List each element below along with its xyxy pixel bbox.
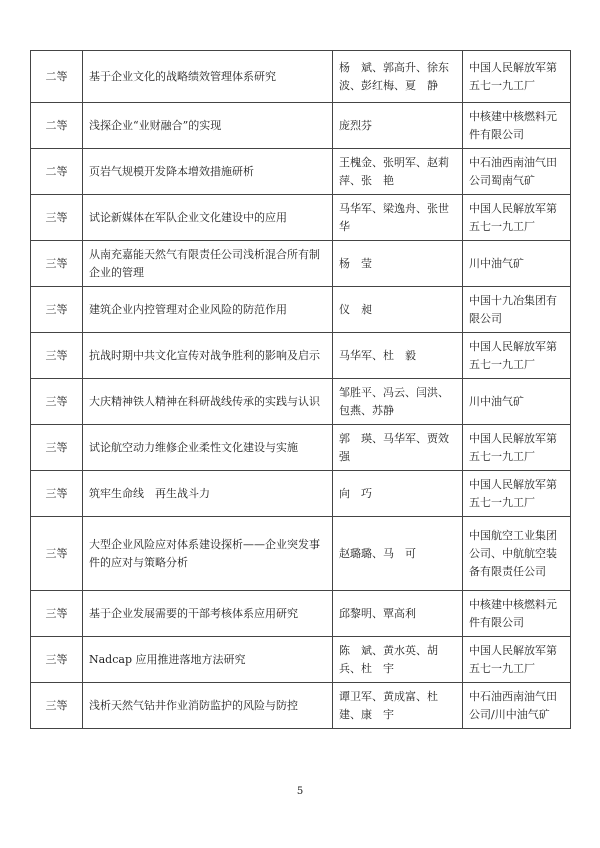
award-rank-cell: 三等 [31, 241, 83, 287]
unit-cell: 川中油气矿 [463, 379, 571, 425]
table-row [31, 591, 571, 637]
award-rank-cell: 三等 [31, 591, 83, 637]
table-row [31, 379, 571, 425]
unit-cell: 中国人民解放军第五七一九工厂 [463, 195, 571, 241]
authors-cell: 杨 斌、郭高升、徐东波、彭红梅、夏 静 [333, 51, 463, 103]
paper-title-cell: 建筑企业内控管理对企业风险的防范作用 [83, 287, 333, 333]
paper-title-cell: 基于企业发展需要的干部考核体系应用研究 [83, 591, 333, 637]
authors-cell: 谭卫军、黄成富、杜 建、康 宇 [333, 683, 463, 729]
authors-cell: 马华军、杜 毅 [333, 333, 463, 379]
award-rank-cell: 三等 [31, 379, 83, 425]
awards-table-body [31, 51, 571, 729]
unit-cell: 中石油西南油气田公司蜀南气矿 [463, 149, 571, 195]
table-row [31, 241, 571, 287]
authors-cell: 陈 斌、黄水英、胡 兵、杜 宇 [333, 637, 463, 683]
award-rank-cell: 三等 [31, 195, 83, 241]
unit-cell: 中国航空工业集团公司、中航航空装备有限责任公司 [463, 517, 571, 591]
authors-cell: 向 巧 [333, 471, 463, 517]
page-number: 5 [296, 786, 304, 797]
table-row [31, 149, 571, 195]
award-rank-cell: 二等 [31, 149, 83, 195]
authors-cell: 王槐金、张明军、赵莉萍、张 艳 [333, 149, 463, 195]
table-row [31, 195, 571, 241]
paper-title-cell: 试论新媒体在军队企业文化建设中的应用 [83, 195, 333, 241]
table-row [31, 51, 571, 103]
paper-title-cell: 基于企业文化的战略绩效管理体系研究 [83, 51, 333, 103]
awards-table [30, 50, 571, 729]
authors-cell: 赵璐璐、马 可 [333, 517, 463, 591]
unit-cell: 中国人民解放军第五七一九工厂 [463, 425, 571, 471]
unit-cell: 中国人民解放军第五七一九工厂 [463, 471, 571, 517]
table-row [31, 517, 571, 591]
table-row [31, 683, 571, 729]
table-row [31, 103, 571, 149]
paper-title-cell: 浅析天然气钻井作业消防监护的风险与防控 [83, 683, 333, 729]
award-rank-cell: 三等 [31, 425, 83, 471]
paper-title-cell: 大庆精神铁人精神在科研战线传承的实践与认识 [83, 379, 333, 425]
award-rank-cell: 三等 [31, 517, 83, 591]
authors-cell: 杨 莹 [333, 241, 463, 287]
award-rank-cell: 二等 [31, 103, 83, 149]
unit-cell: 中国人民解放军第五七一九工厂 [463, 637, 571, 683]
paper-title-cell: 页岩气规模开发降本增效措施研析 [83, 149, 333, 195]
authors-cell: 仪 昶 [333, 287, 463, 333]
paper-title-cell: Nadcap 应用推进落地方法研究 [83, 637, 333, 683]
award-rank-cell: 二等 [31, 51, 83, 103]
unit-cell: 中国十九冶集团有限公司 [463, 287, 571, 333]
authors-cell: 庞烈芬 [333, 103, 463, 149]
unit-cell: 中国人民解放军第五七一九工厂 [463, 51, 571, 103]
authors-cell: 郭 瑛、马华军、贾效强 [333, 425, 463, 471]
unit-cell: 中核建中核燃料元件有限公司 [463, 591, 571, 637]
paper-title-cell: 从南充嘉能天然气有限责任公司浅析混合所有制企业的管理 [83, 241, 333, 287]
award-rank-cell: 三等 [31, 471, 83, 517]
authors-cell: 马华军、梁逸舟、张世华 [333, 195, 463, 241]
unit-cell: 中石油西南油气田公司/川中油气矿 [463, 683, 571, 729]
award-rank-cell: 三等 [31, 287, 83, 333]
unit-cell: 中国人民解放军第五七一九工厂 [463, 333, 571, 379]
table-row [31, 333, 571, 379]
paper-title-cell: 筑牢生命线 再生战斗力 [83, 471, 333, 517]
award-rank-cell: 三等 [31, 683, 83, 729]
table-row [31, 287, 571, 333]
unit-cell: 川中油气矿 [463, 241, 571, 287]
authors-cell: 邹胜平、冯云、闫洪、包燕、苏静 [333, 379, 463, 425]
authors-cell: 邱黎明、覃高利 [333, 591, 463, 637]
award-rank-cell: 三等 [31, 637, 83, 683]
table-row [31, 471, 571, 517]
table-row [31, 637, 571, 683]
paper-title-cell: 抗战时期中共文化宣传对战争胜利的影响及启示 [83, 333, 333, 379]
paper-title-cell: 大型企业风险应对体系建设探析——企业突发事件的应对与策略分析 [83, 517, 333, 591]
paper-title-cell: 试论航空动力维修企业柔性文化建设与实施 [83, 425, 333, 471]
unit-cell: 中核建中核燃料元件有限公司 [463, 103, 571, 149]
award-rank-cell: 三等 [31, 333, 83, 379]
table-row [31, 425, 571, 471]
paper-title-cell: 浅探企业“业财融合”的实现 [83, 103, 333, 149]
